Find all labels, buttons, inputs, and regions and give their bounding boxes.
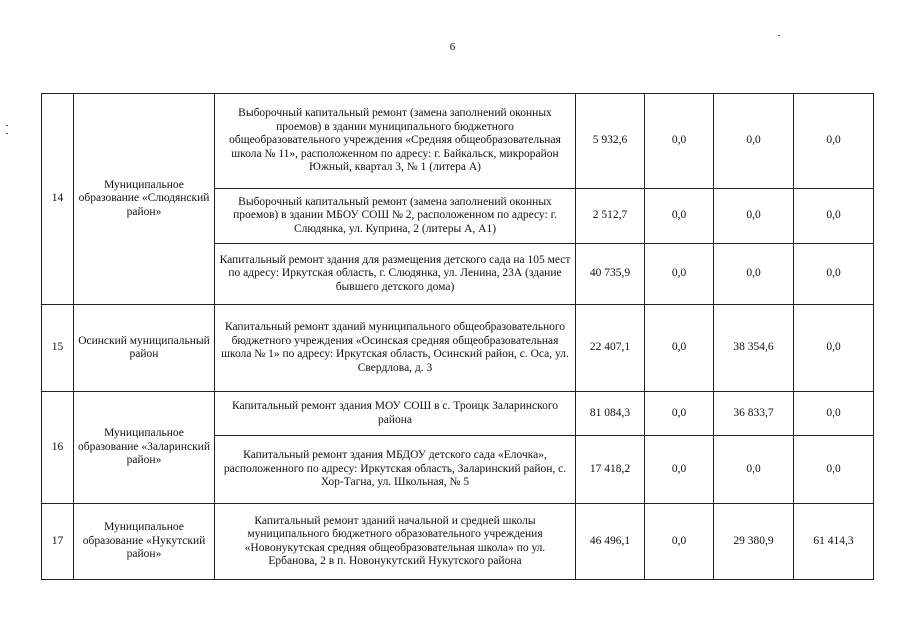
- project-description: Капитальный ремонт зданий начальной и средней школы муниципального бюджетного образовательного учреждения «Новонукутская средняя общеобразовательная школа» по ул. Ербанова, 2 в п. Новонукутский Нукутского района: [215, 504, 576, 580]
- value-cell: 0,0: [794, 244, 874, 305]
- scan-mark: [6, 133, 8, 134]
- project-description: Выборочный капитальный ремонт (замена заполнений оконных проемов) в здании муниципального бюджетного общеобразовательного учреждения «Средняя общеобразовательная школа № 11», расположенном по адресу: г. Байкальск, микрорайон Южный, квартал 3, № 1 (литера А): [215, 94, 576, 189]
- value-cell: 81 084,3: [576, 392, 645, 436]
- project-description: Капитальный ремонт здания для размещения детского сада на 105 мест по адресу: Иркутская область, г. Слюдянка, ул. Ленина, 23А (здание бывшего детского дома): [215, 244, 576, 305]
- value-cell: 0,0: [645, 504, 714, 580]
- scan-mark: [6, 125, 8, 126]
- value-cell: 0,0: [645, 244, 714, 305]
- value-cell: 0,0: [794, 189, 874, 244]
- value-cell: 0,0: [794, 305, 874, 392]
- value-cell: 29 380,9: [714, 504, 794, 580]
- table-row: [42, 392, 874, 436]
- value-cell: 17 418,2: [576, 436, 645, 504]
- value-cell: 0,0: [645, 436, 714, 504]
- row-number: 15: [42, 305, 74, 392]
- value-cell: 0,0: [645, 94, 714, 189]
- value-cell: 0,0: [645, 392, 714, 436]
- budget-table: [41, 93, 874, 580]
- value-cell: 0,0: [714, 189, 794, 244]
- value-cell: 0,0: [645, 305, 714, 392]
- row-number: 16: [42, 392, 74, 504]
- value-cell: 0,0: [714, 436, 794, 504]
- municipality-name: Муниципальное образование «Нукутский район»: [74, 504, 215, 580]
- value-cell: 0,0: [794, 436, 874, 504]
- table-row: [42, 305, 874, 392]
- value-cell: 36 833,7: [714, 392, 794, 436]
- row-number: 17: [42, 504, 74, 580]
- value-cell: 61 414,3: [794, 504, 874, 580]
- value-cell: 22 407,1: [576, 305, 645, 392]
- value-cell: 40 735,9: [576, 244, 645, 305]
- table-row: [42, 504, 874, 580]
- project-description: Капитальный ремонт зданий муниципального общеобразовательного бюджетного учреждения «Осинская средняя общеобразовательная школа № 1» по адресу: Иркутская область, Осинский район, с. Оса, ул. Свердлова, д. 3: [215, 305, 576, 392]
- municipality-name: Муниципальное образование «Слюдянский район»: [74, 94, 215, 305]
- project-description: Капитальный ремонт здания МОУ СОШ в с. Троицк Заларинского района: [215, 392, 576, 436]
- value-cell: 46 496,1: [576, 504, 645, 580]
- value-cell: 38 354,6: [714, 305, 794, 392]
- table-row: [42, 94, 874, 189]
- municipality-name: Осинский муниципальный район: [74, 305, 215, 392]
- value-cell: 0,0: [794, 94, 874, 189]
- project-description: Выборочный капитальный ремонт (замена заполнений оконных проемов) в здании МБОУ СОШ № 2, расположенном по адресу: г. Слюдянка, ул. Куприна, 2 (литеры А, А1): [215, 189, 576, 244]
- scan-mark: [778, 35, 780, 36]
- value-cell: 0,0: [645, 189, 714, 244]
- project-description: Капитальный ремонт здания МБДОУ детского сада «Елочка», расположенного по адресу: Иркутская область, Заларинский район, с. Хор-Тагна, ул. Школьная, № 5: [215, 436, 576, 504]
- value-cell: 5 932,6: [576, 94, 645, 189]
- page-number: 6: [449, 41, 456, 53]
- value-cell: 0,0: [794, 392, 874, 436]
- value-cell: 0,0: [714, 244, 794, 305]
- value-cell: 2 512,7: [576, 189, 645, 244]
- row-number: 14: [42, 94, 74, 305]
- value-cell: 0,0: [714, 94, 794, 189]
- municipality-name: Муниципальное образование «Заларинский район»: [74, 392, 215, 504]
